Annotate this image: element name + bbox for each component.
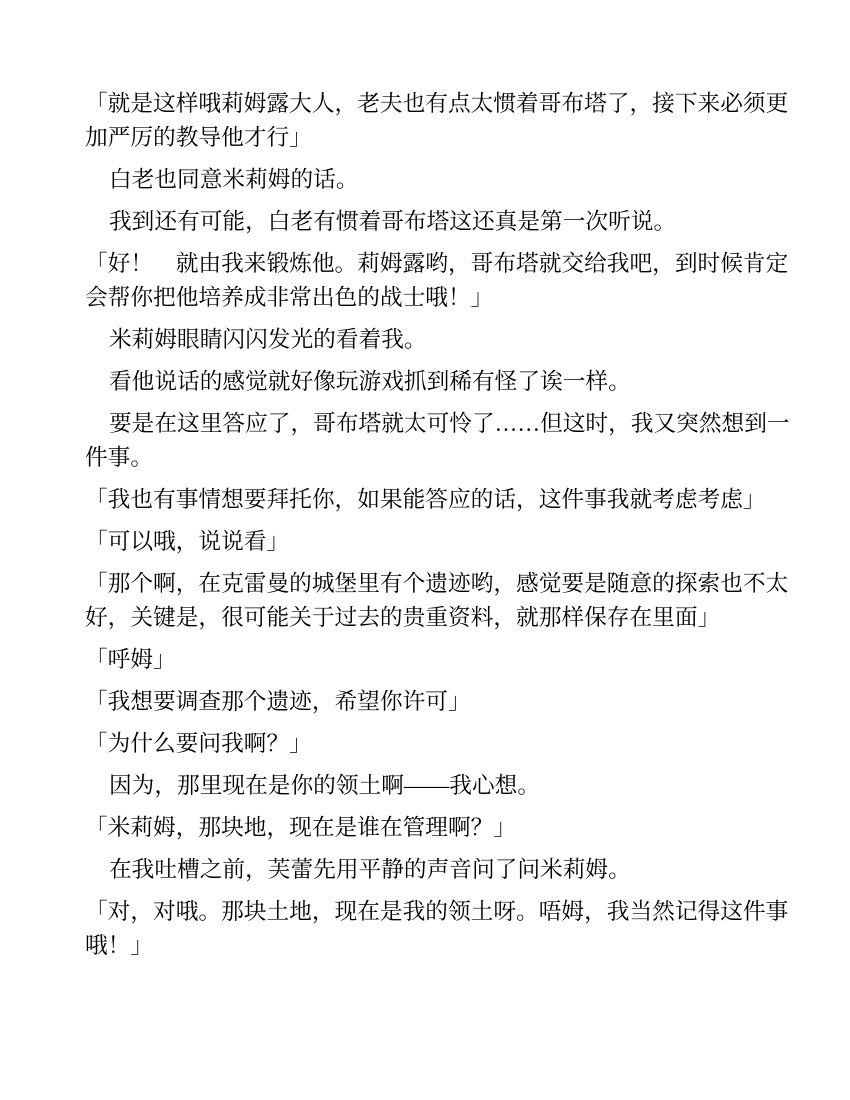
paragraph <box>85 685 794 719</box>
paragraph <box>85 407 794 475</box>
text-line: 米莉姆眼睛闪闪发光的看着我。 <box>109 327 427 352</box>
paragraph <box>85 769 794 803</box>
paragraph <box>85 247 794 315</box>
paragraph <box>85 525 794 559</box>
paragraph <box>85 643 794 677</box>
text-line: 白老也同意米莉姆的话。 <box>109 167 359 192</box>
text-line: 好，关键是，很可能关于过去的贵重资料，就那样保存在里面」 <box>85 605 721 630</box>
paragraph <box>85 163 794 197</box>
text-line: 「可以哦，说说看」 <box>85 529 290 554</box>
paragraph <box>85 811 794 845</box>
paragraph <box>85 205 794 239</box>
text-line: 「我也有事情想要拜托你，如果能答应的话，这件事我就考虑考虑」 <box>85 487 766 512</box>
text-line: 「对，对哦。那块土地，现在是我的领土呀。唔姆，我当然记得这件事 <box>85 899 789 924</box>
text-line: 「我想要调查那个遗迹，希望你许可」 <box>85 689 471 714</box>
paragraph <box>85 483 794 517</box>
paragraph <box>85 853 794 887</box>
text-line: 因为，那里现在是你的领土啊——我心想。 <box>109 773 541 798</box>
text-line: 「那个啊，在克雷曼的城堡里有个遗迹哟，感觉要是随意的探索也不太 <box>85 571 789 596</box>
paragraph <box>85 323 794 357</box>
paragraph <box>85 365 794 399</box>
text-line: 「为什么要问我啊？」 <box>85 731 312 756</box>
text-line: 看他说话的感觉就好像玩游戏抓到稀有怪了诶一样。 <box>109 369 631 394</box>
text-line: 「就是这样哦莉姆露大人，老夫也有点太惯着哥布塔了，接下来必须更 <box>85 91 789 116</box>
text-line: 哦！」 <box>85 933 154 958</box>
paragraph <box>85 727 794 761</box>
text-line: 「好！ 就由我来锻炼他。莉姆露哟，哥布塔就交给我吧，到时候肯定 <box>85 251 789 276</box>
text-line: 在我吐槽之前，芙蕾先用平静的声音问了问米莉姆。 <box>109 857 631 882</box>
text-line: 我到还有可能，白老有惯着哥布塔这还真是第一次听说。 <box>109 209 677 234</box>
text-line: 会帮你把他培养成非常出色的战士哦！」 <box>85 285 494 310</box>
paragraph <box>85 87 794 155</box>
text-line: 件事。 <box>85 445 154 470</box>
text-line: 「呼姆」 <box>85 647 176 672</box>
paragraph <box>85 567 794 635</box>
text-line: 要是在这里答应了，哥布塔就太可怜了……但这时，我又突然想到一 <box>109 411 790 436</box>
text-line: 「米莉姆，那块地，现在是谁在管理啊？」 <box>85 815 517 840</box>
text-line: 加严厉的教导他才行」 <box>85 125 312 150</box>
paragraph <box>85 895 794 963</box>
